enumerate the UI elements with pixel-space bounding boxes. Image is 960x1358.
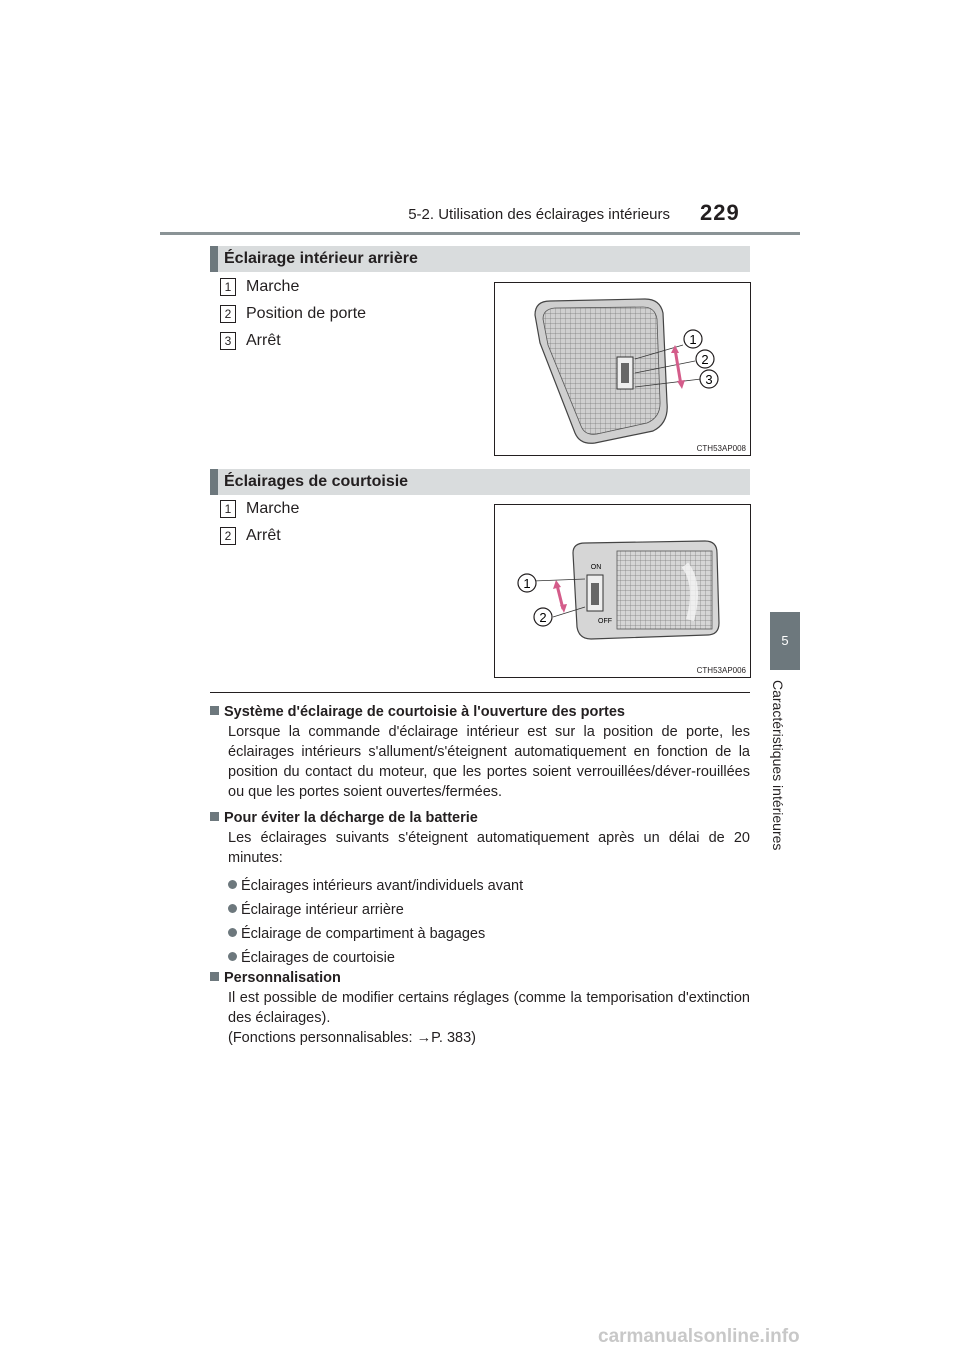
item-label: Position de porte <box>246 305 367 323</box>
header-divider <box>160 232 800 235</box>
notes-divider <box>210 692 750 693</box>
list-item: Éclairages de courtoisie <box>210 948 750 968</box>
on-label: ON <box>590 564 602 571</box>
note-heading: Système d'éclairage de courtoisie à l'ouverture des portes <box>210 702 750 722</box>
callout-2: 2 <box>701 352 709 367</box>
running-header-title: 5-2. Utilisation des éclairages intérieurs <box>408 206 670 223</box>
square-bullet-icon <box>210 972 219 981</box>
item-label: Arrêt <box>246 332 281 350</box>
rear-light-illustration <box>495 283 750 455</box>
note-body: Les éclairages suivants s'éteignent automatiquement après un délai de 20 minutes: <box>228 830 750 866</box>
note-body: Lorsque la commande d'éclairage intérieur est sur la position de porte, les éclairages intérieurs s'allument/s'éteignent automatiquement en fonction de la position du contact du moteur, que les portes soient verrouillées/déver-rouillées ou que les portes soient ouvertes/fermées. <box>228 724 750 800</box>
item-number: 1 <box>220 278 236 296</box>
callout-2: 2 <box>539 610 547 625</box>
section-title: Éclairages de courtoisie <box>224 473 409 490</box>
watermark: carmanualsonline.info <box>598 1326 800 1347</box>
section-header-courtesy-lights <box>210 469 750 495</box>
chapter-tab-label-text: Caractéristiques intérieures <box>770 680 786 851</box>
figure-rear-interior-light <box>494 282 751 456</box>
callout-3: 3 <box>705 372 713 387</box>
note-battery <box>210 808 750 968</box>
callout-1: 1 <box>523 576 531 591</box>
item-number: 2 <box>220 527 236 545</box>
page-number: 229 <box>700 200 740 225</box>
figure-code: CTH53AP006 <box>696 666 746 675</box>
off-label: OFF <box>598 618 612 625</box>
note-reference[interactable]: (Fonctions personnalisables: →P. 383) <box>228 1030 476 1046</box>
note-heading: Pour éviter la décharge de la batterie <box>210 808 750 828</box>
list-item <box>220 527 281 549</box>
figure-code: CTH53AP008 <box>696 444 746 453</box>
note-heading: Personnalisation <box>210 968 750 988</box>
bullet-dot-icon <box>228 928 237 937</box>
square-bullet-icon <box>210 812 219 821</box>
list-item <box>220 305 366 327</box>
chapter-tab-label <box>748 680 808 880</box>
square-bullet-icon <box>210 706 219 715</box>
list-item <box>220 332 281 354</box>
item-label: Arrêt <box>246 527 281 545</box>
item-number: 2 <box>220 305 236 323</box>
list-item: Éclairages intérieurs avant/individuels avant <box>210 876 750 896</box>
callout-1: 1 <box>689 332 697 347</box>
list-item <box>220 500 299 522</box>
bullet-dot-icon <box>228 880 237 889</box>
note-courtesy-system <box>210 702 750 802</box>
list-item: Éclairage intérieur arrière <box>210 900 750 920</box>
list-item: Éclairage de compartiment à bagages <box>210 924 750 944</box>
chapter-tab[interactable]: 5 <box>770 612 800 670</box>
section-title: Éclairage intérieur arrière <box>224 250 418 267</box>
bullet-dot-icon <box>228 952 237 961</box>
item-number: 3 <box>220 332 236 350</box>
item-label: Marche <box>246 500 300 518</box>
bullet-dot-icon <box>228 904 237 913</box>
note-personalisation <box>210 968 750 1048</box>
figure-courtesy-light <box>494 504 751 678</box>
item-label: Marche <box>246 278 300 296</box>
note-body: Il est possible de modifier certains réglages (comme la temporisation d'extinction des éclairages). <box>228 990 750 1026</box>
list-item <box>220 278 299 300</box>
item-number: 1 <box>220 500 236 518</box>
courtesy-light-illustration <box>495 505 750 677</box>
section-header-rear-light <box>210 246 750 272</box>
